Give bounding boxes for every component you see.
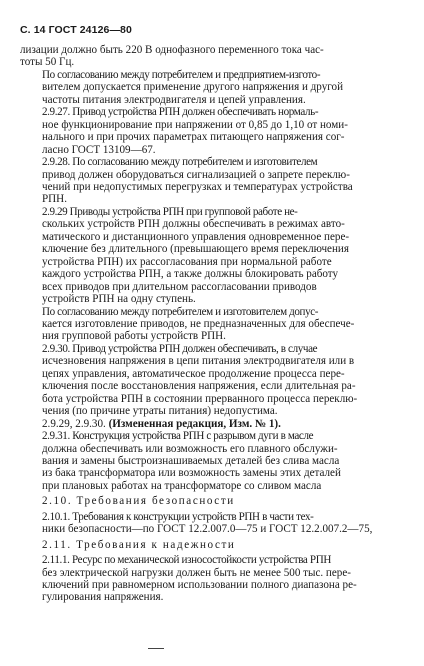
- paragraph-line: РПН.: [42, 193, 67, 206]
- paragraph: [20, 69, 412, 106]
- paragraph-line: каждого устройства РПН, а также должны блокировать работу: [42, 268, 339, 281]
- paragraph-line: тоты 50 Гц.: [20, 56, 75, 69]
- paragraph-line: 2.9.28. По согласованию между потребителем и изготовителем: [42, 156, 318, 169]
- paragraph-line: По согласованию между потребителем и изготовителем допус-: [42, 305, 319, 318]
- paragraph-line: 2.11. Требования к надежности: [42, 538, 236, 551]
- section-heading: [20, 539, 412, 551]
- paragraph: [20, 44, 412, 69]
- paragraph-line: скольких устройств РПН должны обеспечивать в режимах авто-: [42, 218, 345, 231]
- paragraph-line: 2.10. Требования безопасности: [42, 495, 235, 508]
- paragraph-line: частоты питания электродвигателя и цепей управления.: [42, 93, 306, 106]
- scan-mark: [148, 648, 164, 649]
- paragraph: [20, 343, 412, 418]
- paragraph-line: должна обеспечивать или возможность его плавного обслужи-: [42, 442, 338, 455]
- paragraph-line: гулирования напряжения.: [42, 591, 164, 604]
- paragraph-line: 2.9.30. Привод устройства РПН должен обеспечивать, в случае: [42, 342, 318, 355]
- paragraph-line: чения (по причине утраты питания) недопустима.: [42, 405, 278, 418]
- paragraph-line: 2.9.29 Приводы устройства РПН при групповой работе не-: [42, 205, 298, 218]
- paragraph-line: 2.11.1. Ресурс по механической износостойкости устройства РПН: [42, 554, 332, 567]
- paragraph-line: ключения после восстановления напряжения, если длительная ра-: [42, 380, 356, 393]
- paragraph-line: цепях управления, автоматическое продолжение процесса пере-: [42, 367, 345, 380]
- paragraph: [20, 156, 412, 206]
- paragraph-line: лизации должно быть 220 В однофазного переменного тока час-: [20, 44, 324, 56]
- document-body: [20, 44, 412, 604]
- paragraph-line: устройств РПН на одну ступень.: [42, 293, 196, 306]
- paragraph-line: ключений при равномерном использовании полного диапазона ре-: [42, 579, 357, 592]
- paragraph-line: при плановых работах на трансформаторе со сливом масла: [42, 479, 322, 492]
- paragraph-line: ники безопасности—по ГОСТ 12.2.007.0—75 и ГОСТ 12.2.007.2—75,: [42, 523, 373, 536]
- paragraph-line: всех приводов при длительном рассогласовании приводов: [42, 280, 317, 293]
- paragraph-line: матического и дистанционного управления одновременное пере-: [42, 230, 350, 243]
- paragraph: [20, 418, 412, 430]
- paragraph-line: привод должен оборудоваться сигнализацией о запрете переклю-: [42, 168, 350, 181]
- paragraph-line: 2.9.31. Конструкция устройства РПН с разрывом дуги в масле: [42, 430, 314, 443]
- paragraph-line: ключение без длительного (превышающего время переключения: [42, 243, 349, 256]
- paragraph-line: вителем допускается применение другого напряжения и другой: [42, 81, 344, 94]
- paragraph: [20, 430, 412, 492]
- paragraph: [20, 511, 412, 536]
- paragraph-line: исчезновения напряжения в цепи питания электродвигателя или в: [42, 355, 355, 368]
- paragraph-line: устройства РПН) их рассогласования при нормальной работе: [42, 255, 332, 268]
- paragraph-line: без электрической нагрузки должен быть не менее 500 тыс. пере-: [42, 566, 351, 579]
- paragraph-line: 2.10.1. Требования к конструкции устройств РПН в части тех-: [42, 510, 314, 523]
- paragraph-line: нального и при прочих параметрах питающего напряжения сог-: [42, 131, 345, 144]
- paragraph: [20, 106, 412, 156]
- paragraph-line: ное функционирование при напряжении от 0,85 до 1,10 от номи-: [42, 118, 348, 131]
- paragraph-line: По согласованию между потребителем и предприятием-изгото-: [42, 68, 321, 81]
- paragraph-line: кается изготовление приводов, не предназначенных для обеспече-: [42, 317, 355, 330]
- paragraph-line: ния групповой работы устройств РПН.: [42, 330, 226, 343]
- paragraph-line: бота устройства РПН в состоянии прерванного процесса переклю-: [42, 392, 358, 405]
- paragraph: [20, 306, 412, 343]
- paragraph-line: из бака трансформатора или возможность замены этих деталей: [42, 467, 341, 480]
- paragraph: [20, 206, 412, 306]
- paragraph-line: вания и замены быстроизнашиваемых деталей без слива масла: [42, 454, 340, 467]
- paragraph-line: чений при недопустимых перегрузках и температурах устройства: [42, 180, 353, 193]
- paragraph: [20, 554, 412, 604]
- page-header: С. 14 ГОСТ 24126—80: [20, 24, 132, 36]
- amendment-ref: 2.9.29, 2.9.30.: [42, 417, 109, 430]
- paragraph-line: [20, 418, 412, 430]
- paragraph-line: ласно ГОСТ 13109—67.: [42, 143, 156, 156]
- amendment-note: (Измененная редакция, Изм. № 1).: [108, 417, 281, 430]
- paragraph-line: 2.9.27. Привод устройства РПН должен обеспечивать нормаль-: [42, 106, 319, 119]
- section-heading: [20, 495, 412, 507]
